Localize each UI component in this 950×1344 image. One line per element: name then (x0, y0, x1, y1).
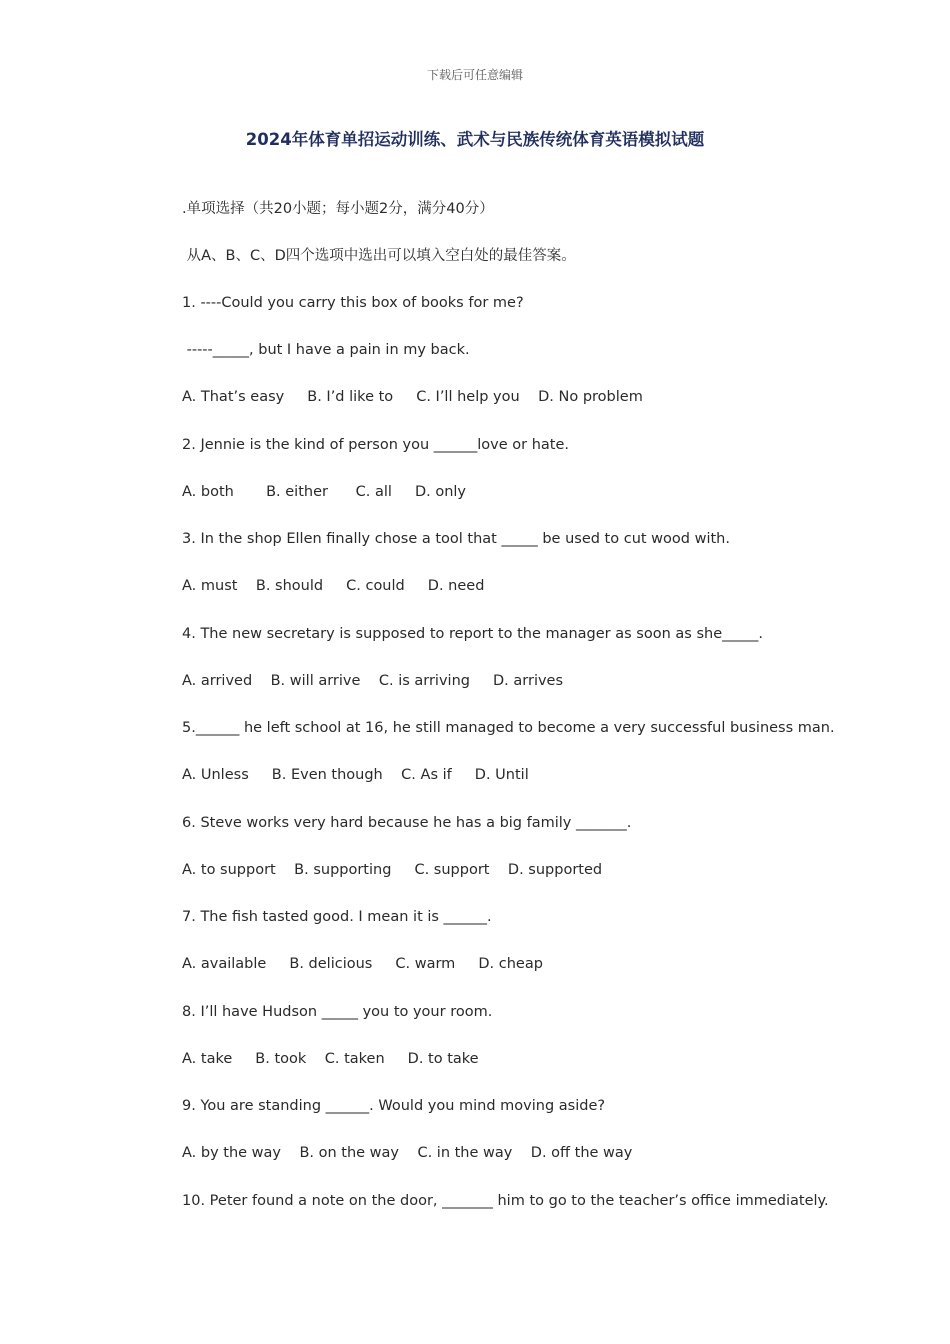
question-2-options: A. both B. either C. all D. only (182, 484, 467, 500)
question-7-stem: 7. The fish tasted good. I mean it is ______. (182, 909, 492, 925)
question-3-options: A. must B. should C. could D. need (182, 578, 485, 594)
question-3-stem: 3. In the shop Ellen finally chose a tool that _____ be used to cut wood with. (182, 531, 730, 547)
question-1-stem: 1. ----Could you carry this box of books for me? (182, 295, 524, 311)
question-4-stem: 4. The new secretary is supposed to report to the manager as soon as she_____. (182, 626, 763, 642)
question-8-stem: 8. I’ll have Hudson _____ you to your room. (182, 1004, 493, 1020)
section-instruction: 从A、B、C、D四个选项中选出可以填入空白处的最佳答案。 (182, 248, 576, 264)
question-5-stem: 5.______ he left school at 16, he still managed to become a very successful business man. (182, 720, 835, 736)
header-note: 下载后可任意编辑 (426, 68, 523, 82)
question-6-stem: 6. Steve works very hard because he has a big family _______. (182, 815, 632, 831)
question-1-stem-continued: -----_____, but I have a pain in my back. (182, 342, 470, 358)
question-5-options: A. Unless B. Even though C. As if D. Until (182, 767, 529, 783)
question-7-options: A. available B. delicious C. warm D. cheap (182, 956, 543, 972)
question-9-stem: 9. You are standing ______. Would you mind moving aside? (182, 1098, 606, 1114)
section-heading: .单项选择（共20小题；每小题2分，满分40分） (182, 201, 494, 217)
question-1-options: A. That’s easy B. I’d like to C. I’ll help you D. No problem (182, 389, 643, 405)
question-10-stem: 10. Peter found a note on the door, _______ him to go to the teacher’s office immediately. (182, 1193, 829, 1209)
question-9-options: A. by the way B. on the way C. in the way D. off the way (182, 1145, 633, 1161)
question-2-stem: 2. Jennie is the kind of person you ______love or hate. (182, 437, 569, 453)
question-4-options: A. arrived B. will arrive C. is arriving D. arrives (182, 673, 564, 689)
question-8-options: A. take B. took C. taken D. to take (182, 1051, 479, 1067)
document-title: 2024年体育单招运动训练、武术与民族传统体育英语模拟试题 (245, 130, 705, 149)
question-6-options: A. to support B. supporting C. support D. supported (182, 862, 603, 878)
